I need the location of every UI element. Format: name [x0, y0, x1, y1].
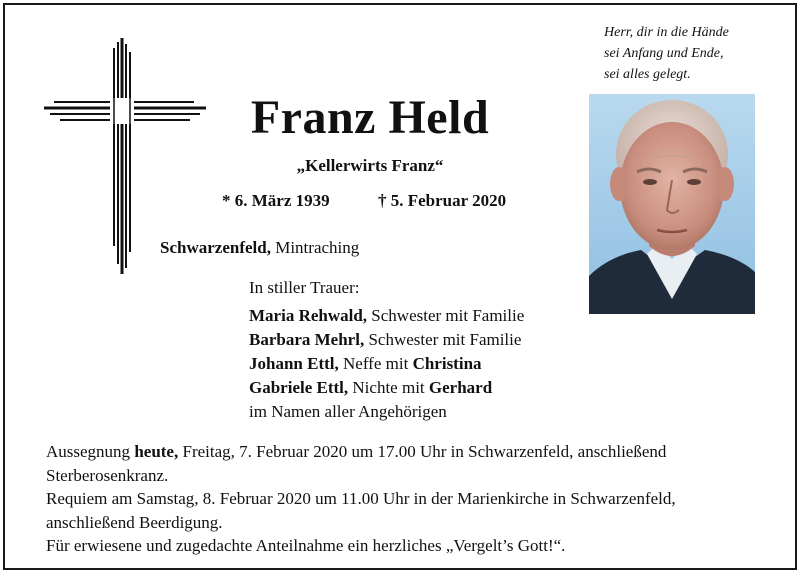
service-info [46, 440, 766, 558]
mourner-name: Johann Ettl, [249, 354, 339, 373]
mourner-relation: Schwester mit Familie [367, 306, 525, 325]
mourners-closing: im Namen aller Angehörigen [249, 402, 447, 421]
mourners-list [249, 304, 524, 424]
service-line: Requiem am Samstag, 8. Februar 2020 um 11.00 Uhr in der Marienkirche in Schwarzenfeld, [46, 489, 676, 508]
portrait-photo [589, 94, 755, 314]
bible-quote [604, 22, 729, 85]
mourner-name: Gabriele Ettl, [249, 378, 349, 397]
residence-secondary: Mintraching [270, 238, 360, 257]
mourner-entry [249, 328, 524, 352]
service-text: Aussegnung [46, 442, 135, 461]
mourner-partner: Gerhard [428, 378, 493, 397]
death-date: † 5. Februar 2020 [378, 191, 507, 210]
quote-line: sei alles gelegt. [604, 67, 691, 82]
mourning-label: In stiller Trauer: [249, 278, 360, 297]
mourner-partner: Christina [412, 354, 482, 373]
service-text: Freitag, 7. Februar 2020 um 17.00 Uhr in Schwarzenfeld, anschließend [178, 442, 667, 461]
service-line: Sterberosenkranz. [46, 465, 169, 485]
mourner-relation: Schwester mit Familie [364, 330, 522, 349]
mourner-relation: Nichte mit [348, 378, 429, 397]
thanks-line: Für erwiesene und zugedachte Anteilnahme ein herzliches „Vergelt’s Gott!“. [46, 536, 566, 555]
deceased-name: Franz Held [250, 91, 490, 144]
mourner-entry [249, 376, 524, 400]
birth-date: * 6. März 1939 [222, 191, 330, 210]
residence [160, 238, 359, 258]
deceased-nickname: „Kellerwirts Franz“ [296, 156, 444, 175]
quote-line: sei Anfang und Ende, [604, 46, 724, 61]
residence-primary: Schwarzenfeld, [160, 238, 271, 257]
mourner-entry [249, 304, 524, 328]
quote-line: Herr, dir in die Hände [604, 25, 729, 40]
mourner-name: Maria Rehwald, [249, 306, 368, 325]
mourner-entry [249, 352, 524, 376]
mourner-name: Barbara Mehrl, [249, 330, 365, 349]
service-line [46, 440, 766, 464]
service-today: heute, [134, 442, 179, 461]
mourner-relation: Neffe mit [338, 354, 413, 373]
service-line: anschließend Beerdigung. [46, 512, 223, 532]
